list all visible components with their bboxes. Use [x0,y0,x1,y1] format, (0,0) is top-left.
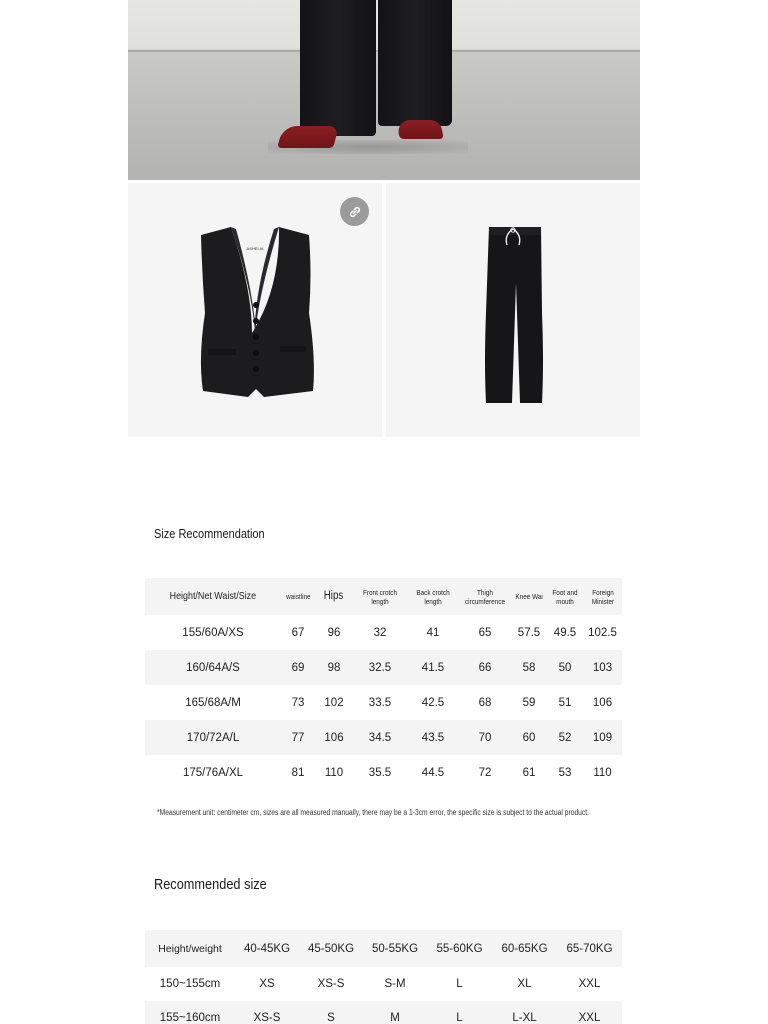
table-cell: 170/72A/L [186,731,240,744]
column-header: 45-50KG [307,942,355,955]
column-header: Foot and mouth [552,587,578,606]
column-header: Hips [324,590,344,602]
measurement-note: *Measurement unit: centimeter cm, sizes are all measured manually, there may be a 1-3cm error, the specific size is subject to the actual product. [157,808,590,817]
table-cell: 59 [522,696,536,709]
table-cell: 77 [291,731,305,744]
table-cell: 49.5 [553,626,577,639]
column-header: Height/weight [158,942,222,955]
table-cell: 58 [522,661,536,674]
model-photo [128,0,640,180]
table-cell: 67 [291,626,305,639]
table-cell: 51 [558,696,572,709]
table-cell: L-XL [512,1012,537,1024]
column-header: 50-55KG [371,942,419,955]
table-cell: 33.5 [368,696,392,709]
table-row [145,650,622,685]
table-cell: 53 [558,766,572,779]
column-header: Foreign Minister [591,587,614,606]
table-cell: S [327,1012,335,1024]
table-cell: 50 [558,661,572,674]
table-cell: 61 [522,766,536,779]
table-cell: 44.5 [421,766,445,779]
table-cell: 35.5 [368,766,392,779]
table-cell: 52 [558,731,572,744]
table-cell: XXL [578,1012,601,1024]
table-row [145,1001,622,1024]
table-cell: 72 [478,766,492,779]
table-cell: 155~160cm [159,1012,221,1024]
table-cell: 32 [373,626,387,639]
table-cell: XXL [578,978,601,990]
link-icon [346,203,364,221]
table-cell: 103 [592,661,613,674]
table-row [145,615,622,650]
table-cell: XS [259,978,275,990]
table-cell: 65 [478,626,492,639]
table-cell: L [456,978,463,990]
table-cell: 41 [426,626,440,639]
table-cell: 110 [593,766,612,779]
table-cell: 69 [291,661,305,674]
column-header: 55-60KG [436,942,483,955]
table-cell: 98 [327,661,341,674]
trouser-leg-left [300,0,376,136]
table-cell: 96 [327,626,341,639]
recommended-size-title: Recommended size [154,877,267,893]
table-cell: 60 [522,731,536,744]
red-shoe-right [396,120,443,139]
table-cell: XL [517,978,532,990]
column-header: 40-45KG [243,942,291,955]
column-header: Front crotch length [362,587,397,606]
column-header: waistline [285,592,311,601]
table-cell: 106 [592,696,613,709]
trouser-leg-right [378,0,452,126]
table-cell: 102 [324,696,344,709]
table-header-row [145,578,622,615]
red-shoe-left [277,126,338,148]
table-cell: 160/64A/S [186,661,240,674]
column-header: Thigh circumference [464,587,506,606]
size-recommendation-table [145,578,622,790]
table-cell: XS-S [253,1012,281,1024]
table-cell: 110 [324,766,344,779]
table-row [145,967,622,1001]
table-cell: 102.5 [588,626,617,639]
table-row [145,720,622,755]
table-cell: 32.5 [368,661,392,674]
table-cell: XS-S [317,978,345,990]
table-cell: 73 [291,696,305,709]
table-row [145,685,622,720]
table-cell: L [456,1012,463,1024]
table-cell: 43.5 [421,731,445,744]
pants-product-image[interactable] [386,183,640,437]
table-cell: 175/76A/XL [182,766,244,779]
link-button[interactable] [340,197,369,226]
table-cell: 81 [291,766,305,779]
table-cell: 34.5 [368,731,392,744]
table-cell: 41.5 [421,661,445,674]
recommended-size-table [145,930,622,1024]
svg-text:ASHELIA: ASHELIA [246,246,264,251]
table-header-row [145,930,622,967]
table-row [145,755,622,790]
column-header: Height/Net Waist/Size [169,590,257,602]
table-cell: 155/60A/XS [182,626,244,639]
table-cell: 68 [478,696,492,709]
column-header: Back crotch length [416,587,450,606]
table-cell: 70 [478,731,492,744]
table-cell: 42.5 [421,696,445,709]
size-recommendation-title: Size Recommendation [154,527,265,541]
table-cell: 150~155cm [159,978,221,990]
table-cell: 106 [324,731,344,744]
table-cell: 66 [478,661,492,674]
table-cell: M [390,1012,400,1024]
table-cell: 109 [592,731,613,744]
column-header: Knee Wai [515,592,543,601]
pants-illustration [386,183,640,437]
column-header: 60-65KG [501,942,548,955]
column-header: 65-70KG [566,942,613,955]
table-cell: 165/68A/M [185,696,241,709]
table-cell: S-M [384,978,406,990]
table-cell: 57.5 [517,626,541,639]
